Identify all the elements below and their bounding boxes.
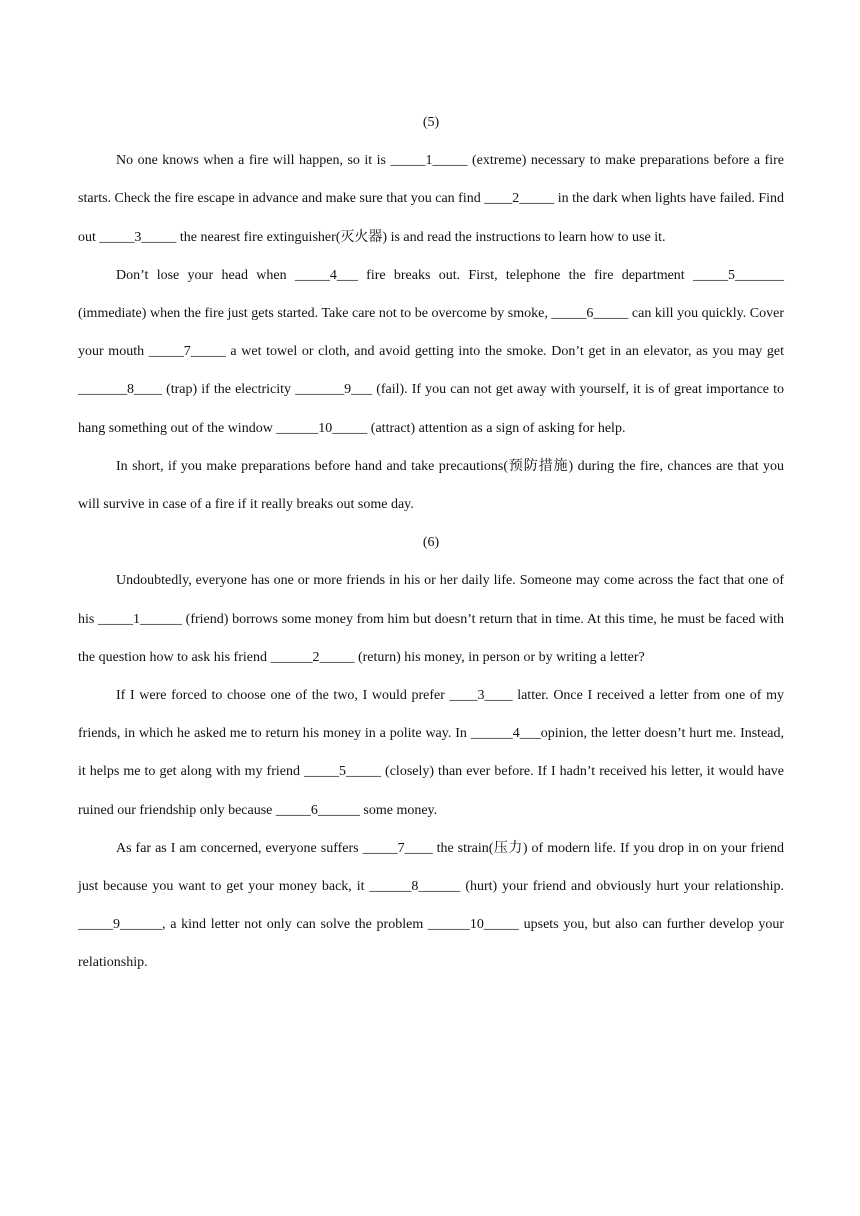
- passage-6: [78, 524, 784, 982]
- paragraph: As far as I am concerned, everyone suffers _____7____ the strain(压力) of modern life. If you drop in on your friend just because you want to get your money back, it ______8______ (hurt) your friend and obviously hurt your relationship. _____9______, a kind letter not only can solve the problem ______10_____ upsets you, but also can further develop your relationship.: [78, 840, 784, 971]
- passage-heading: (6): [422, 535, 440, 551]
- paragraph: In short, if you make preparations before hand and take precautions(预防措施) during the fire, chances are that you will survive in case of a fire if it really breaks out some day.: [78, 458, 784, 513]
- paragraph: Don’t lose your head when _____4___ fire breaks out. First, telephone the fire department _____5_______ (immediate) when the fire just gets started. Take care not to be overcome by smoke, _____6_____ can kill you quickly. Cover your mouth _____7_____ a wet towel or cloth, and avoid getting into the smoke. Don’t get in an elevator, as you may get _______8____ (trap) if the electricity _______9___ (fail). If you can not get away with yourself, it is of great importance to hang something out of the window ______10_____ (attract) attention as a sign of asking for help.: [78, 267, 784, 436]
- document-page: [78, 104, 784, 983]
- paragraph: If I were forced to choose one of the two, I would prefer ____3____ latter. Once I received a letter from one of my friends, in which he asked me to return his money in a polite way. In ______4___opinion, the letter doesn’t hurt me. Instead, it helps me to get along with my friend _____5_____ (closely) than ever before. If I hadn’t received his letter, it would have ruined our friendship only because _____6______ some money.: [78, 688, 784, 818]
- passage-5: [78, 104, 784, 524]
- passage-heading: (5): [422, 115, 440, 130]
- paragraph: No one knows when a fire will happen, so it is _____1_____ (extreme) necessary to make preparations before a fire starts. Check the fire escape in advance and make sure that you can find ____2_____ in the dark when lights have failed. Find out _____3_____ the nearest fire extinguisher(灭火器) is and read the instructions to learn how to use it.: [78, 153, 785, 245]
- paragraph: Undoubtedly, everyone has one or more friends in his or her daily life. Someone may come across the fact that one of his _____1______ (friend) borrows some money from him but doesn’t return that in time. At this time, he must be faced with the question how to ask his friend ______2_____ (return) his money, in person or by writing a letter?: [78, 573, 784, 665]
